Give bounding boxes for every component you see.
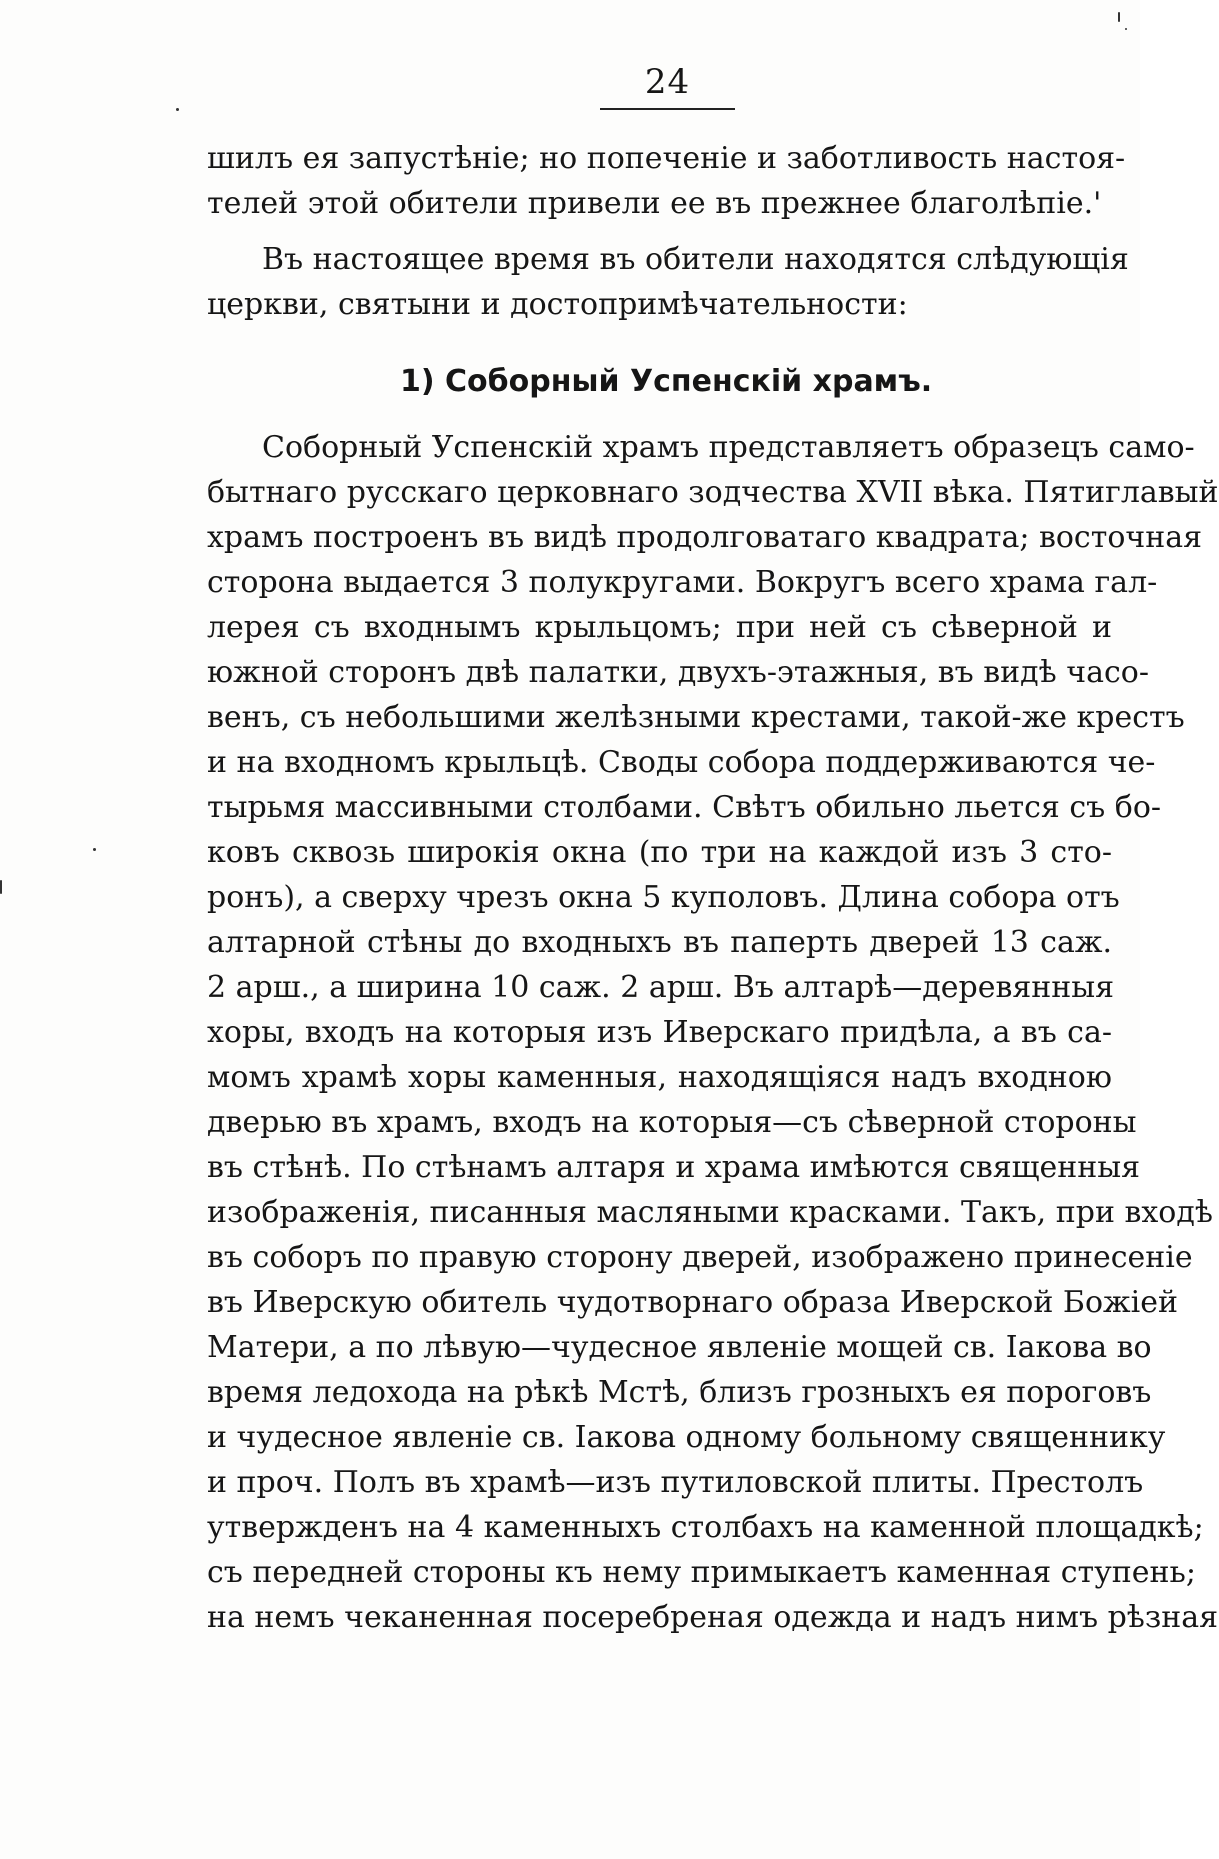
text-line: утвержденъ на 4 каменныхъ столбахъ на каменной площадкѣ; [207, 1510, 1204, 1545]
text-line: момъ храмѣ хоры каменныя, находящіяся надъ входною [207, 1060, 1112, 1095]
scan-speck [1125, 28, 1127, 30]
text-line: лерея съ входнымъ крыльцомъ; при ней съ сѣверной и [207, 610, 1112, 645]
text-line: Матери, а по лѣвую—чудесное явленіе мощей св. Іакова во [207, 1330, 1152, 1365]
text-line: на немъ чеканенная посеребреная одежда и надъ нимъ рѣзная [207, 1600, 1219, 1635]
scan-speck [176, 108, 179, 111]
text-line: и на входномъ крыльцѣ. Своды собора поддерживаются че- [207, 745, 1156, 780]
text-line: Въ настоящее время въ обители находятся слѣдующія [262, 242, 1129, 277]
text-line: и проч. Полъ въ храмѣ—изъ путиловской плиты. Престолъ [207, 1465, 1144, 1500]
text-line: церкви, святыни и достопримѣчательности: [207, 287, 908, 322]
text-line: алтарной стѣны до входныхъ въ паперть дверей 13 саж. [207, 925, 1112, 960]
text-line: и чудесное явленіе св. Іакова одному больному священнику [207, 1420, 1166, 1455]
text-line: время ледохода на рѣкѣ Мстѣ, близъ грозныхъ ея пороговъ [207, 1375, 1152, 1410]
text-line: въ Иверскую обитель чудотворнаго образа Иверской Божіей [207, 1285, 1178, 1320]
text-line: сторона выдается 3 полукругами. Вокругъ всего храма гал- [207, 565, 1158, 600]
text-line: изображенія, писанныя масляными красками. Такъ, при входѣ [207, 1195, 1213, 1230]
text-line: въ соборъ по правую сторону дверей, изображено принесеніе [207, 1240, 1193, 1275]
page-number: 24 [644, 62, 691, 102]
text-line: ронъ), а сверху чрезъ окна 5 куполовъ. Длина собора отъ [207, 880, 1120, 915]
text-line: 2 арш., а ширина 10 саж. 2 арш. Въ алтарѣ—деревянныя [207, 970, 1115, 1005]
page-number-rule [600, 108, 735, 110]
text-line: шилъ ея запустѣніе; но попеченіе и заботливость настоя- [207, 141, 1126, 176]
text-line: хоры, входъ на которыя изъ Иверскаго придѣла, а въ са- [207, 1015, 1112, 1050]
text-line: венъ, съ небольшими желѣзными крестами, такой-же крестъ [207, 700, 1185, 735]
scan-speck [1118, 12, 1120, 22]
text-line: съ передней стороны къ нему примыкаетъ каменная ступень; [207, 1555, 1196, 1590]
text-line: ковъ сквозь широкія окна (по три на каждой изъ 3 сто- [207, 835, 1112, 870]
text-line: бытнаго русскаго церковнаго зодчества XVII вѣка. Пятиглавый [207, 475, 1219, 510]
section-heading: 1) Соборный Успенскій храмъ. [400, 364, 933, 399]
text-line: тырьмя массивными столбами. Свѣтъ обильно льется съ бо- [207, 790, 1162, 825]
scan-speck [93, 848, 96, 851]
text-line: Соборный Успенскій храмъ представляетъ образецъ само- [262, 430, 1195, 465]
text-line: въ стѣнѣ. По стѣнамъ алтаря и храма имѣются священныя [207, 1150, 1141, 1185]
text-line: телей этой обители привели ее въ прежнее благолѣпіе.' [207, 186, 1102, 221]
text-line: южной сторонъ двѣ палатки, двухъ-этажныя, въ видѣ часо- [207, 655, 1149, 690]
text-line: храмъ построенъ въ видѣ продолговатаго квадрата; восточная [207, 520, 1203, 555]
scan-speck [0, 880, 2, 894]
text-line: дверью въ храмъ, входъ на которыя—съ сѣверной стороны [207, 1105, 1137, 1140]
